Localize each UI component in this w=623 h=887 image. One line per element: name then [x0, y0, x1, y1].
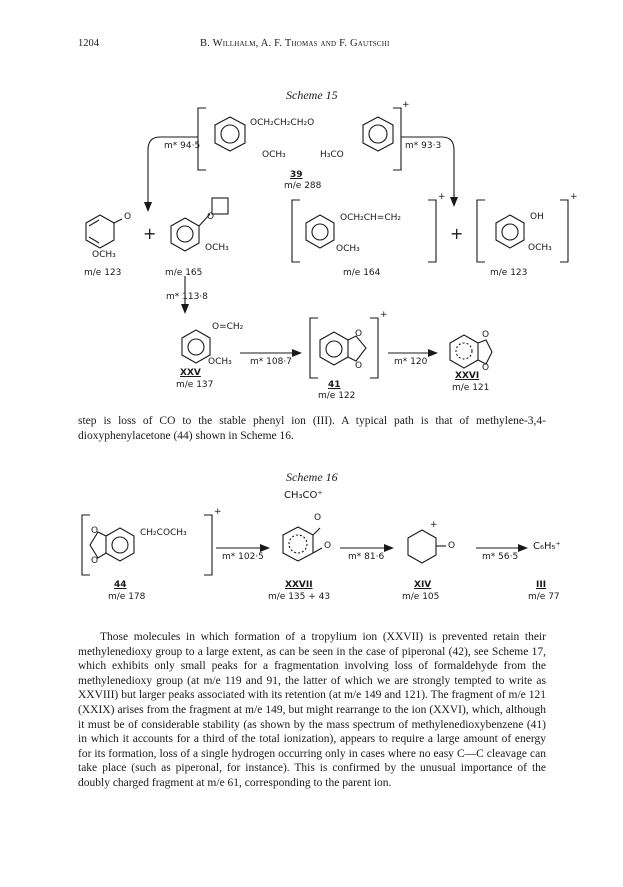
- xxvii-o2: O: [324, 541, 332, 551]
- ion41-mz: m/e 122: [318, 391, 356, 401]
- frag-c-sub-bottom: OCH₃: [336, 244, 360, 254]
- xiv-o: O: [448, 541, 456, 551]
- ion41-o1: O: [355, 329, 363, 339]
- frag-d-sub-bottom: OCH₃: [528, 243, 552, 253]
- iii-mz: m/e 77: [528, 592, 560, 602]
- mstar-565: m* 56·5: [482, 552, 519, 562]
- xiv-id: XIV: [414, 580, 432, 590]
- mstar-right: m* 93·3: [405, 141, 442, 151]
- xxv-id: XXV: [180, 368, 201, 378]
- p44-ring: [106, 528, 134, 561]
- frag-a-sub-top: O: [124, 212, 132, 222]
- parent-charge: +: [402, 100, 410, 110]
- xxv-sub-bottom: OCH₃: [208, 357, 232, 367]
- xxvi-o1: O: [482, 330, 490, 340]
- phenyl-ion: C₆H₅⁺: [533, 541, 561, 552]
- frag-b-sub-top: O: [207, 212, 215, 222]
- frag-d-charge: +: [570, 192, 578, 202]
- p44-o2: O: [91, 556, 99, 566]
- frag-c-mz: m/e 164: [343, 268, 381, 278]
- mstar-120: m* 120: [394, 357, 428, 367]
- xxv-mz: m/e 137: [176, 380, 214, 390]
- xiv-ring: [408, 530, 436, 563]
- scheme-16-title: Scheme 16: [286, 470, 338, 484]
- mstar-1025: m* 102·5: [222, 552, 264, 562]
- p44-id: 44: [114, 580, 127, 590]
- frag-b-sub-bottom: OCH₃: [205, 243, 229, 253]
- p44-sub: CH₂COCH₃: [140, 528, 187, 538]
- parent-mz: m/e 288: [284, 181, 322, 191]
- xxvi-mz: m/e 121: [452, 383, 490, 393]
- xxvii-o1: O: [314, 513, 322, 523]
- mstar-down: m* 113·8: [166, 292, 208, 302]
- p44-mz: m/e 178: [108, 592, 146, 602]
- frag-d-mz: m/e 123: [490, 268, 528, 278]
- paragraph-2: Those molecules in which formation of a tropylium ion (XXVII) is prevented retain their methylenedioxy group to a large extent, as can be seen in the case of piperonal (42), see Scheme 17, which exhibits only small peaks for a fragmentation involving loss of formaldehyde from the methylenedioxy group (at m/e 119 and 91, the latter of which we are strongly tempted to write as XXVIII) but larger peaks associated with its retention (at m/e 149 and 121). The fragment of m/e 121 (XXIX) arises from the fragment at m/e 149, but might rearrange to the ion (XXVI), which, although it must be of considerable stability (as shown by the mass spectrum of methylenedioxybenzene (41) in which it accounts for a third of the total ionization), appears to require a large amount of energy for its formation, loss of a single hydrogen occurring only in cases where no easy C—C cleavage can take place (such as piperonal, for instance). This is confirmed by the unusual importance of the doubly charged fragment at m/e 61, corresponding to the parent ion.: [78, 631, 546, 789]
- xxvii-id: XXVII: [285, 580, 313, 590]
- acylium-ion: CH₃CO⁺: [284, 490, 323, 501]
- mstar-1087: m* 108·7: [250, 357, 292, 367]
- xxv-sub-top: O=CH₂: [212, 322, 244, 332]
- xxvi-id: XXVI: [455, 371, 480, 381]
- plus-sign: +: [143, 224, 157, 243]
- p44-o1: O: [91, 526, 99, 536]
- paragraph-1: step is loss of CO to the stable phenyl ion (III). A typical path is that of methylene-3,4-dioxyphenylacetone (44) shown in Scheme 16.: [78, 415, 546, 442]
- xxvii-ring: [283, 527, 313, 561]
- ion41-o2: O: [355, 361, 363, 371]
- xxvii-mz: m/e 135 + 43: [268, 592, 331, 602]
- parent-sub-left: OCH₃: [262, 150, 286, 160]
- iii-id: III: [536, 580, 547, 590]
- frag-c-charge: +: [438, 192, 446, 202]
- running-head: B. Willhalm, A. F. Thomas and F. Gautschi: [200, 38, 390, 49]
- scheme-15-title: Scheme 15: [286, 88, 338, 102]
- xiv-charge: +: [430, 520, 438, 530]
- xxvi-o2: O: [482, 363, 490, 373]
- xiv-mz: m/e 105: [402, 592, 440, 602]
- ion41-charge: +: [380, 310, 388, 320]
- page-number: 1204: [78, 38, 99, 49]
- frag-b-mz: m/e 165: [165, 268, 203, 278]
- frag-d-sub-top: OH: [530, 212, 544, 222]
- parent-sub-top: OCH₂CH₂CH₂O: [250, 118, 315, 128]
- frag-a-sub-bottom: OCH₃: [92, 250, 116, 260]
- parent-id: 39: [290, 170, 303, 180]
- plus-sign-2: +: [450, 224, 464, 243]
- frag-c-sub-top: OCH₂CH=CH₂: [340, 213, 401, 223]
- p44-charge: +: [214, 507, 222, 517]
- parent-sub-right: H₃CO: [320, 150, 344, 160]
- mstar-left: m* 94·5: [164, 141, 201, 151]
- mstar-816: m* 81·6: [348, 552, 385, 562]
- ion41-id: 41: [328, 380, 341, 390]
- frag-a-mz: m/e 123: [84, 268, 122, 278]
